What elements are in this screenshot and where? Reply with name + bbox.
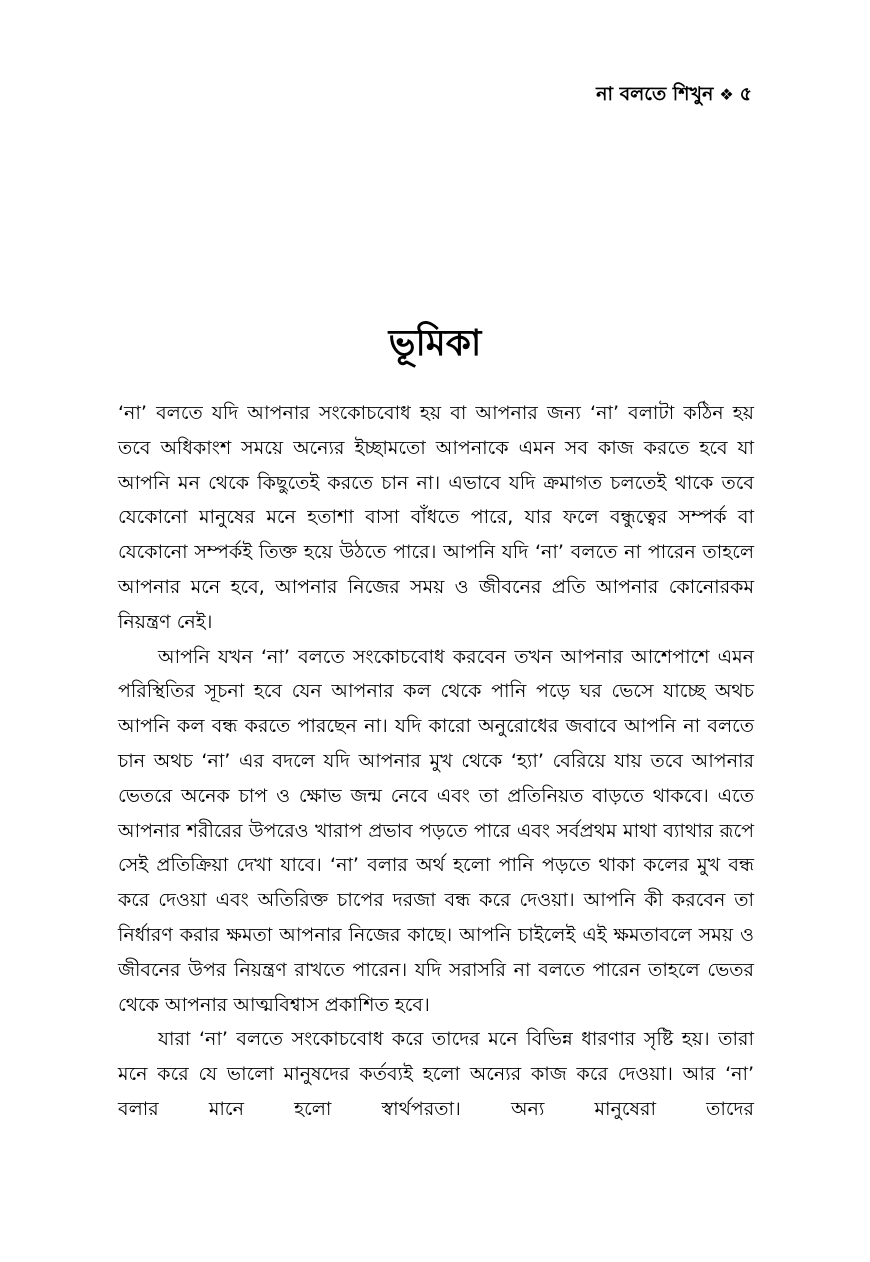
- page-number: ৫: [739, 83, 752, 105]
- paragraph-3: যারা ‘না’ বলতে সংকোচবোধ করে তাদের মনে বিভিন্ন ধারণার সৃষ্টি হয়। তারা মনে করে যে ভালো মানুষদের কর্তব্যই হলো অন্যের কাজ করে দেওয়া। আর ‘না’ বলার মানে হলো স্বার্থপরতা। অন্য মানুষেরা তাদের: [118, 1028, 754, 1120]
- running-header-book-title: না বলতে শিখুন: [596, 83, 714, 105]
- paragraph-2: আপনি যখন ‘না’ বলতে সংকোচবোধ করবেন তখন আপনার আশেপাশে এমন পরিস্থিতির সূচনা হবে যেন আপনার কল থেকে পানি পড়ে ঘর ভেসে যাচ্ছে অথচ আপনি কল বন্ধ করতে পারছেন না। যদি কারো অনুরোধের জবাবে আপনি না বলতে চান অথচ ‘না’ এর বদলে যদি আপনার মুখ থেকে ‘হ্যা’ বেরিয়ে যায় তবে আপনার ভেতরে অনেক চাপ ও ক্ষোভ জন্ম নেবে এবং তা প্রতিনিয়ত বাড়তে থাকবে। এতে আপনার শরীরের উপরেও খারাপ প্রভাব পড়তে পারে এবং সর্বপ্রথম মাথা ব্যাথার রূপে সেই প্রতিক্রিয়া দেখা যাবে। ‘না’ বলার অর্থ হলো পানি পড়তে থাকা কলের মুখ বন্ধ করে দেওয়া এবং অতিরিক্ত চাপের দরজা বন্ধ করে দেওয়া। আপনি কী করবেন তা নির্ধারণ করার ক্ষমতা আপনার নিজের কাছে। আপনি চাইলেই এই ক্ষমতাবলে সময় ও জীবনের উপর নিয়ন্ত্রণ রাখতে পারেন। যদি সরাসরি না বলতে পারেন তাহলে ভেতর থেকে আপনার আত্মবিশ্বাস প্রকাশিত হবে।: [118, 645, 754, 1016]
- paragraph-1: ‘না’ বলতে যদি আপনার সংকোচবোধ হয় বা আপনার জন্য ‘না’ বলাটা কঠিন হয় তবে অধিকাংশ সময়ে অন্যের ইচ্ছামতো আপনাকে এমন সব কাজ করতে হবে যা আপনি মন থেকে কিছুতেই করতে চান না। এভাবে যদি ক্রমাগত চলতেই থাকে তবে যেকোনো মানুষের মনে হতাশা বাসা বাঁধতে পারে, যার ফলে বন্ধুত্বের সম্পর্ক বা যেকোনো সম্পর্কই তিক্ত হয়ে উঠতে পারে। আপনি যদি ‘না’ বলতে না পারেন তাহলে আপনার মনে হবে, আপনার নিজের সময় ও জীবনের প্রতি আপনার কোনোরকম নিয়ন্ত্রণ নেই।: [118, 402, 754, 633]
- running-header: [596, 80, 752, 109]
- body-text: [118, 396, 754, 1127]
- ornament-icon: ❖: [719, 85, 734, 104]
- chapter-title: ভূমিকা: [388, 323, 482, 364]
